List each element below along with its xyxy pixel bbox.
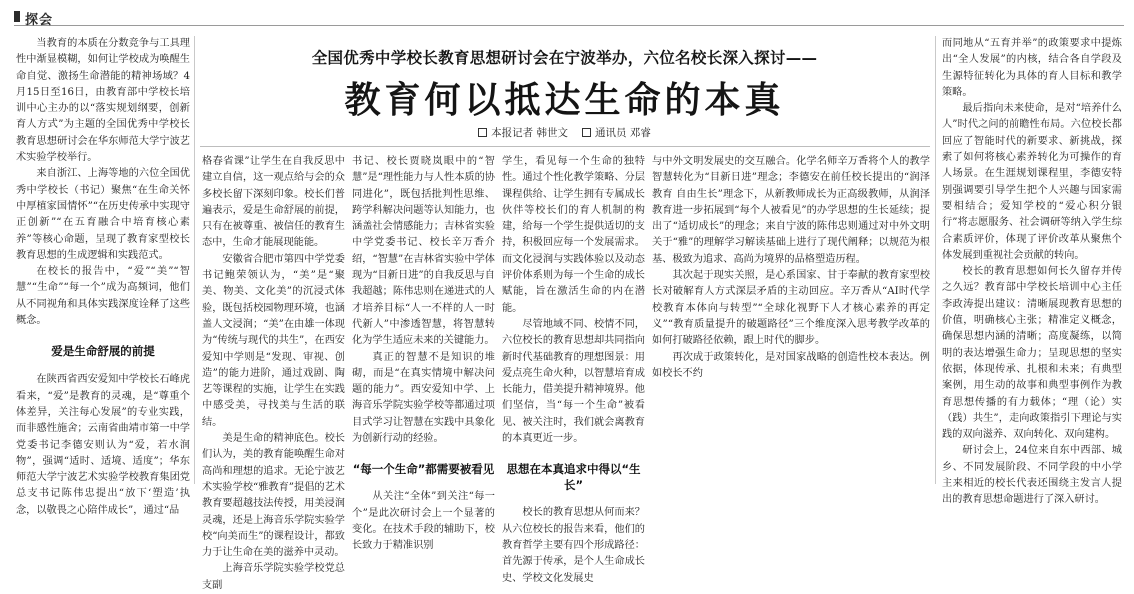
- article-title: 教育何以抵达生命的本真: [344, 80, 785, 121]
- column-3: [352, 154, 495, 552]
- section-marker: [14, 11, 20, 22]
- paragraph: 而同地从“五育并举”的政策要求中提炼出“全人发展”的内核，结合各自学段及生源特征转化为具体的育人目标和教学策略。: [942, 38, 1122, 98]
- paragraph: 安徽省合肥市第四中学党委书记鲍荣领认为，“美”是“聚美、物美、文化美”的沉浸式体验，既包括校园物理环境，也涵盖人文浸润；“美”在由雄一体现为“传统与现代的共生”，在西安爱知中学则是“发现、审视、创造”的能力进阶，通过戏剧、陶艺等课程的实施，让学生在实践中感受美，寻找美与生活的联结。: [202, 253, 345, 428]
- paragraph: 上海音乐学院实验学校党总支副: [202, 563, 345, 591]
- column-4: [502, 154, 645, 584]
- byline-box-icon: [582, 128, 591, 137]
- paragraph: 校长的教育思想如何长久留存并传之久远？教育部中学校长培训中心主任李政涛提出建议：清晰展现教育思想的价值，明确核心主张；精准定义概念，确保思想内涵的清晰；高度凝练，以简明的表达增强生命力；呈现思想的坚实依据，体现传承、扎根和未来；有典型案例，用生动的故事和典型事例作为教育思想传播的有力载体；“理（论）实（践）共生”，走向政策指引下理论与实践的双向滋养、双向转化、双向建构。: [942, 266, 1122, 441]
- column-rule: [935, 36, 936, 484]
- correspondent-name: 邓睿: [629, 127, 651, 139]
- paragraph: 当教育的本质在分数竞争与工具理性中渐显模糊，如何让学校成为唤醒生命自觉、激扬生命潜能的精神场域？4月15日至16日，由教育部中学校长培训中心主办的以“落实规划纲要，创新育人方式”为主题的全国优秀中学校长教育思想研讨会在华东师范大学宁波艺术实验学校举行。: [16, 38, 190, 164]
- reporter-name: 韩世文: [536, 127, 568, 139]
- paragraph: 从关注“全体”到关注“每一个”是此次研讨会上一个显著的变化。在技术手段的辅助下，校长致力于精准识别: [352, 491, 495, 552]
- headline-rule: [200, 146, 930, 147]
- column-rule: [194, 36, 195, 484]
- column-1: [16, 36, 190, 516]
- paragraph: 与中外文明发展史的交互融合。化学名师辛万香将个人的教学智慧转化为“目新日进”理念；李德安在前任校长提出的“润泽教育 自由生长”理念下，从新教师成长为正高级教师，从润泽教育进一步拓展到“每个人被看见”的办学思想的生长延续；提出了“适切成长”的理念；来自宁波的陈伟忠则通过对中外文明关于“雅”的理解学习解读基础上进行了现代阐释；以规范为根基、极致为追求、高尚为境界的品格塑造历程。: [652, 156, 930, 265]
- paragraph: 再次成于政策转化，是对国家战略的创造性校本表达。例如校长不约: [652, 351, 930, 379]
- byline-box-icon: [478, 128, 487, 137]
- paragraph: 最后指向未来使命，是对“培养什么人”时代之问的前瞻性布局。六位校长都回应了智能时代的新要求、新挑战，探索了如何将核心素养转化为可操作的育人场景。在生涯规划课程里，李德安特别强调要引导学生把个人兴趣与国家需要相结合；爱知学校的“爱心积分银行”将志愿服务、社会调研等纳入学生综合素质评价，体现了评价改革从聚焦个体发展到重视社会贡献的转向。: [942, 103, 1122, 261]
- subheading: 思想在本真追求中得以“生长”: [506, 462, 641, 493]
- paragraph: 真正的智慧不是知识的堆砌，而是“在真实情境中解决问题的能力”。西安爱知中学、上海音乐学院实验学校等都通过项目式学习让智慧在实践中具象化为创新行动的经验。: [352, 351, 495, 445]
- column-5: [652, 154, 930, 484]
- paragraph: 校长的教育思想从何而来？从六位校长的报告来看，他们的教育哲学主要有四个形成路径：首先源于传承，是个人生命成长史、学校文化发展史: [502, 507, 645, 584]
- paragraph: 来自浙江、上海等地的六位全国优秀中学校长（书记）聚焦“在生命关怀中厚植家国情怀”“在历史传承中实现守正创新”“在五育融合中培育核心素养”等核心命题，呈现了教育家型校长教育思想的生成逻辑和实践范式。: [16, 168, 190, 261]
- paragraph: 美是生命的精神底色。校长们认为，美的教育能唤醒生命对高尚和理想的追求。无论宁波艺术实验学校“雅教育”提倡的艺术教育要超越技法传授，用美浸润灵魂，还是上海音乐学院实验学校“向美而生”的课程设计，都致力于让生命在美的滋养中灵动。: [202, 433, 345, 559]
- section-label: 探会: [25, 13, 54, 28]
- column-2: [202, 154, 345, 591]
- paragraph: 研讨会上，24位来自东中西部、城乡、不同发展阶段、不同学段的中小学主来相近的校长代表还围绕主发言人提出的教育思想命题进行了深入研讨。: [942, 445, 1122, 506]
- reporter-label: 本报记者: [491, 127, 534, 139]
- article-byline: [272, 125, 857, 140]
- paragraph: 格春省课”让学生在自我反思中建立自信，这一观点给与会的众多校长留下深刻印象。校长们普遍表示，爱是生命舒展的前提，只有在被尊重、被信任的教育生态中，生命才能展现能能。: [202, 156, 345, 249]
- paragraph: 在校长的报告中，“爱”“美”“智慧”“生命”“每一个”成为高频词，他们从不同视角和具体实践深度诠释了这些概念。: [16, 266, 190, 327]
- subheading: “每一个生命”都需要被看见: [352, 462, 495, 477]
- paragraph: 在陕西省西安爱知中学校长石峰虎看来，“爱”是教育的灵魂，是“尊重个体差异，关注每心发展”的专业实践，而非感性施舍；云南省曲靖市第一中学党委书记李德安则认为“爱，若水润物”，强调“适时、适境、适度”；华东师范大学宁波艺术实验学校教育集团党总支书记陈伟忠提出“放下‘塑造’执念，以敬畏之心陪伴成长”，通过“品: [16, 374, 190, 516]
- column-6: [942, 36, 1122, 506]
- subheading: 爱是生命舒展的前提: [51, 344, 155, 359]
- paragraph: 尽管地域不同、校情不同，六位校长的教育思想却共同指向新时代基础教育的理想图景：用爱点亮生命火种，以智慧培育成长能力，借美提升精神境界。他们坚信，当“每一个生命”被看见、被关注时，我们就会离教育的本真更近一步。: [502, 318, 645, 445]
- paragraph: 书记、校长贾晓岚眼中的“智慧”是“理性能力与人性本质的协同进化”，既包括批判性思维、跨学科解决问题等认知能力，也涵盖社会情感能力；吉林省实验中学党委书记、校长辛万香介绍，“智慧”在吉林省实验中学体现为“目新日进”的自我反思与自我超越；陈伟忠则在递进式的人才培养目标“人一不样的人一时代新人”中渗透智慧，将智慧转化为学生适应未来的关键能力。: [352, 156, 495, 347]
- paragraph: 其次起于现实关照，是心系国家、甘于奉献的教育家型校长对破解育人方式深层矛盾的主动回应。辛万香从“AI时代学校教育本体向与转型”“全球化视野下人才核心素养的再定义”“教育质量提升的破题路径”三个维度深入思考教学改革的如何打破路径依赖，跟上时代的脚步。: [652, 270, 930, 347]
- article-kicker: 全国优秀中学校长教育思想研讨会在宁波举办，六位名校长深入探讨——: [311, 49, 818, 67]
- section-bar: [14, 8, 1124, 26]
- correspondent-label: 通讯员: [595, 127, 627, 139]
- paragraph: 学生，看见每一个生命的独特性。通过个性化教学策略、分层课程供给、让学生拥有专属成长伙伴等校长们的育人机制的构建，给每一个学生提供适切的支持，积极回应每一个发展需求。而文化浸润与实践体验以及动态评价体系则为每一个生命的成长赋能，旨在激活生命的内在潜能。: [502, 156, 645, 314]
